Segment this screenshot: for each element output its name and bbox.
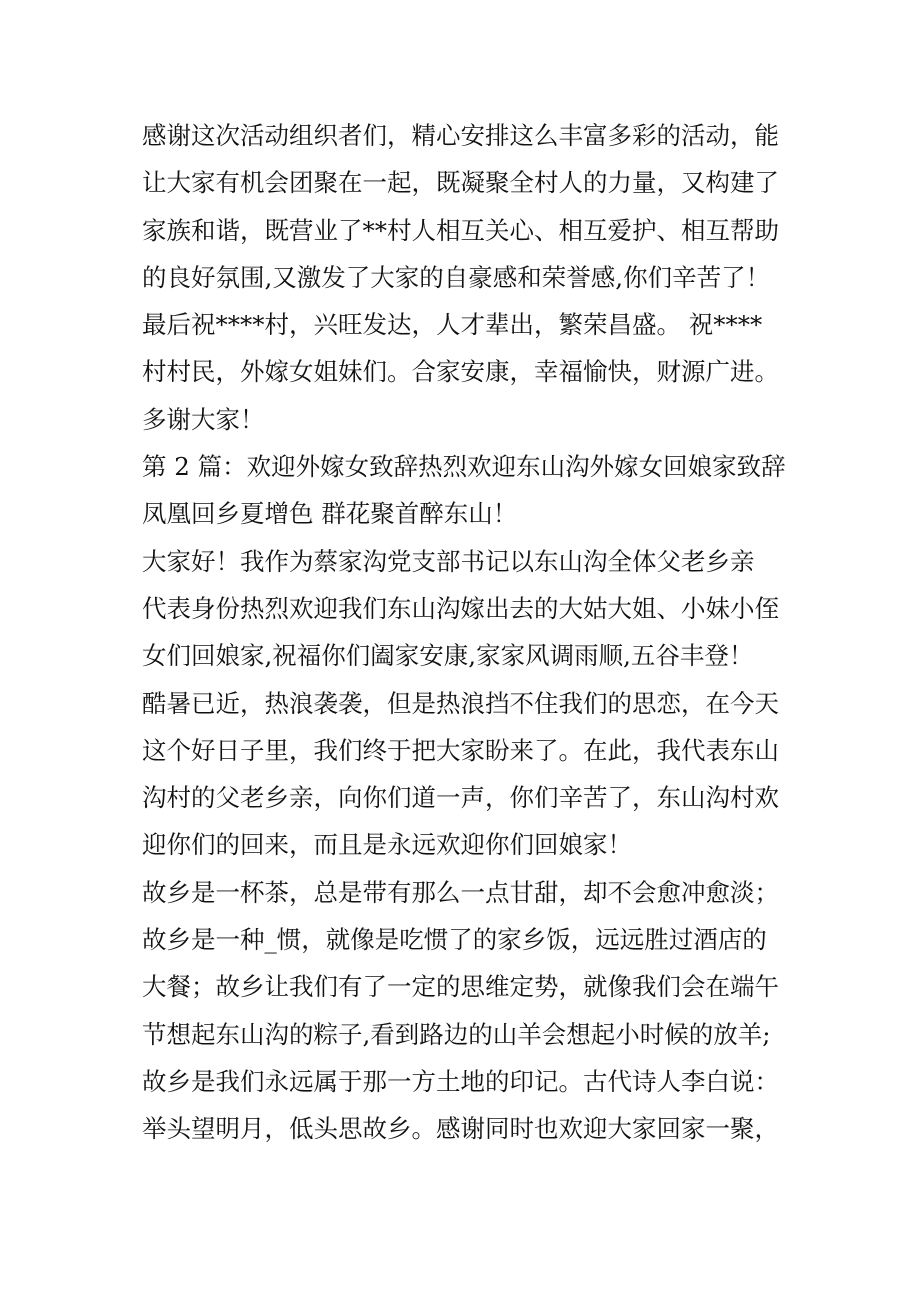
text-line-14: 这个好日子里，我们终于把大家盼来了。在此，我代表东山 — [142, 735, 779, 765]
section-heading: 第 2 篇：欢迎外嫁女致辞热烈欢迎东山沟外嫁女回娘家致辞 — [142, 452, 786, 482]
text-line-15: 沟村的父老乡亲，向你们道一声，你们辛苦了，东山沟村欢 — [142, 783, 779, 813]
text-line-11: 代表身份热烈欢迎我们东山沟嫁出去的大姑大姐、小妹小侄 — [142, 593, 779, 623]
text-line-1: 感谢这次活动组织者们，精心安排这么丰富多彩的活动，能 — [142, 121, 779, 150]
text-line-12: 女们回娘家,祝福你们阖家安康,家家风调雨顺,五谷丰登！ — [142, 641, 754, 671]
text-line-22: 举头望明月，低头思故乡。感谢同时也欢迎大家回家一聚， — [142, 1114, 779, 1144]
document-body — [142, 112, 802, 1153]
text-line-18: 故乡是一种_惯，就像是吃惯了的家乡饭，远远胜过酒店的 — [142, 925, 767, 955]
text-line-5: 最后祝****村，兴旺发达，人才辈出，繁荣昌盛。 祝**** — [142, 310, 763, 340]
text-line-2: 让大家有机会团聚在一起，既凝聚全村人的力量，又构建了 — [142, 168, 779, 198]
text-line-20: 节想起东山沟的粽子,看到路边的山羊会想起小时候的放羊; — [142, 1019, 771, 1049]
text-line-19: 大餐；故乡让我们有了一定的思维定势，就像我们会在端午 — [142, 972, 779, 1002]
text-line-10: 大家好！我作为蔡家沟党支部书记以东山沟全体父老乡亲 — [142, 546, 755, 576]
text-line-16: 迎你们的回来，而且是永远欢迎你们回娘家！ — [142, 830, 632, 860]
text-line-21: 故乡是我们永远属于那一方土地的印记。古代诗人李白说： — [142, 1066, 779, 1096]
text-line-6: 村村民，外嫁女姐妹们。合家安康，幸福愉快，财源广进。 — [142, 357, 779, 387]
text-line-3: 家族和谐，既营业了**村人相互关心、相互爱护、相互帮助 — [142, 215, 779, 245]
section-subtitle: 凤凰回乡夏增色 群花聚首醉东山！ — [142, 499, 518, 529]
text-line-17: 故乡是一杯茶，总是带有那么一点甘甜，却不会愈冲愈淡； — [142, 877, 779, 907]
text-line-13: 酷暑已近，热浪袭袭，但是热浪挡不住我们的思恋，在今天 — [142, 688, 779, 718]
text-line-7: 多谢大家！ — [142, 404, 265, 434]
text-line-4: 的良好氛围,又激发了大家的自豪感和荣誉感,你们辛苦了！ — [142, 262, 771, 292]
